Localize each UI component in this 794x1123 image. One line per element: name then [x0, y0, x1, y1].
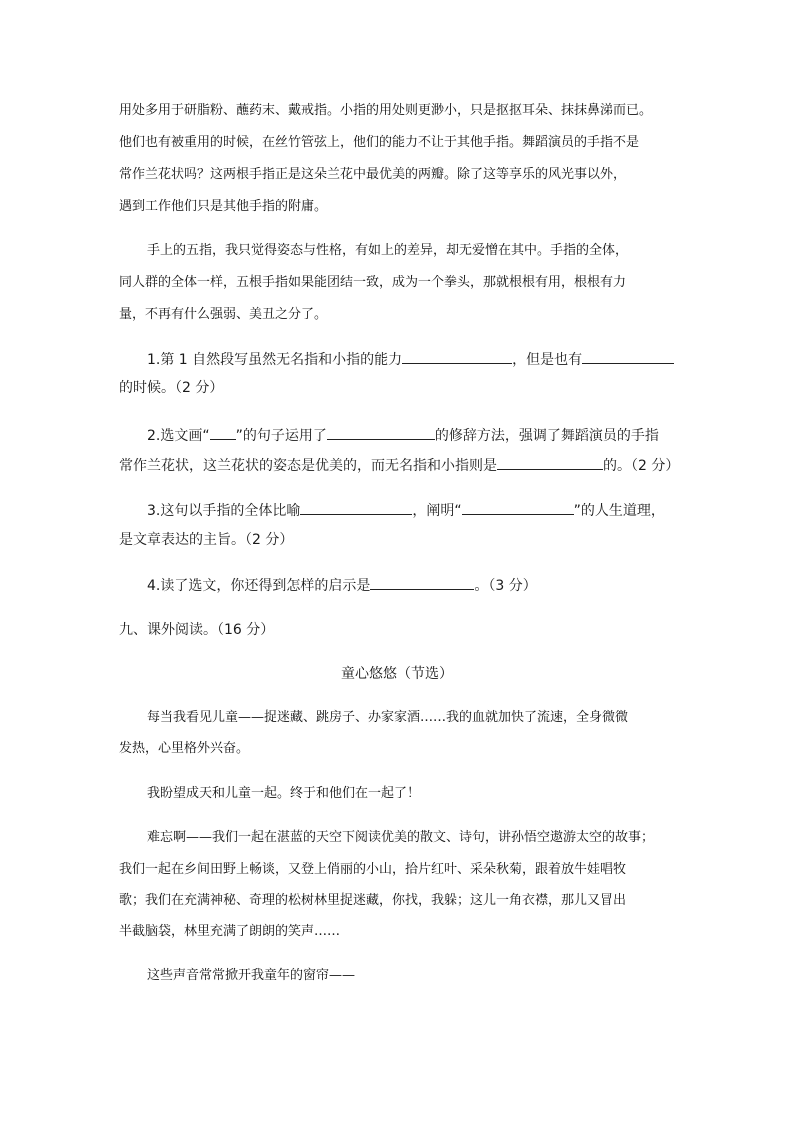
article-title: 童心悠悠（节选） — [341, 666, 453, 682]
article-line: 难忘啊——我们一起在湛蓝的天空下阅读优美的散文、诗句，讲孙悟空遨游太空的故事； — [147, 830, 655, 845]
answer-blank[interactable] — [582, 349, 674, 364]
passage-line: 手上的五指，我只觉得姿态与性格，有如上的差异，却无爱憎在其中。手指的全体， — [147, 243, 629, 258]
article-line: 半截脑袋，林里充满了朗朗的笑声…… — [119, 924, 341, 939]
answer-blank[interactable] — [497, 455, 603, 470]
question-1-cont: 的时候。（2 分） — [119, 380, 224, 396]
passage-line: 量，不再有什么强弱、美丑之分了。 — [119, 307, 328, 322]
passage-line: 用处多用于研脂粉、蘸药末、戴戒指。小指的用处则更渺小，只是抠抠耳朵、抹抹鼻涕而已。 — [119, 103, 653, 118]
article-line: 我们一起在乡间田野上畅谈，又登上俏丽的小山，拾片红叶、采朵秋菊，跟着放牛娃唱牧 — [119, 862, 627, 877]
question-3-cont: 是文章表达的主旨。（2 分） — [119, 532, 294, 548]
article-line: 歌；我们在充满神秘、奇理的松树林里捉迷藏，你找，我躲；这儿一角衣襟，那儿又冒出 — [119, 893, 627, 908]
question-4: 4.读了选文，你还得到怎样的启示是 。（3 分） — [147, 575, 537, 596]
question-1: 1.第 1 自然段写虽然无名指和小指的能力 ，但是也有 — [147, 349, 674, 370]
article-line: 发热，心里格外兴奋。 — [119, 741, 250, 756]
article-line: 每当我看见儿童——捉迷藏、跳房子、办家家酒……我的血就加快了流速，全身微微 — [147, 710, 629, 725]
passage-line: 常作兰花状吗？这两根手指正是这朵兰花中最优美的两瓣。除了这等享乐的风光事以外， — [119, 167, 627, 182]
passage-line: 同人群的全体一样，五根手指如果能团结一致，成为一个拳头，那就根根有用，根根有力 — [119, 275, 627, 290]
question-2: 2.选文画“ ”的句子运用了 的修辞方法，强调了舞蹈演员的手指 — [147, 425, 659, 446]
answer-blank[interactable] — [210, 425, 236, 440]
passage-line: 他们也有被重用的时候，在丝竹管弦上，他们的能力不让于其他手指。舞蹈演员的手指不是 — [119, 135, 640, 150]
article-line: 这些声音常常掀开我童年的窗帘—— — [147, 968, 356, 983]
answer-blank[interactable] — [370, 575, 474, 590]
question-3: 3.这句以手指的全体比喻 ，阐明“ ”的人生道理， — [147, 500, 665, 521]
answer-blank[interactable] — [402, 349, 512, 364]
article-line: 我盼望成天和儿童一起。终于和他们在一起了！ — [147, 786, 421, 801]
answer-blank[interactable] — [462, 500, 574, 515]
answer-blank[interactable] — [300, 500, 412, 515]
section-heading: 九、课外阅读。（16 分） — [119, 622, 275, 638]
answer-blank[interactable] — [327, 425, 435, 440]
question-2-cont: 常作兰花状，这兰花状的姿态是优美的，而无名指和小指则是 的。（2 分） — [119, 455, 679, 476]
passage-line: 遇到工作他们只是其他手指的附庸。 — [119, 199, 328, 214]
